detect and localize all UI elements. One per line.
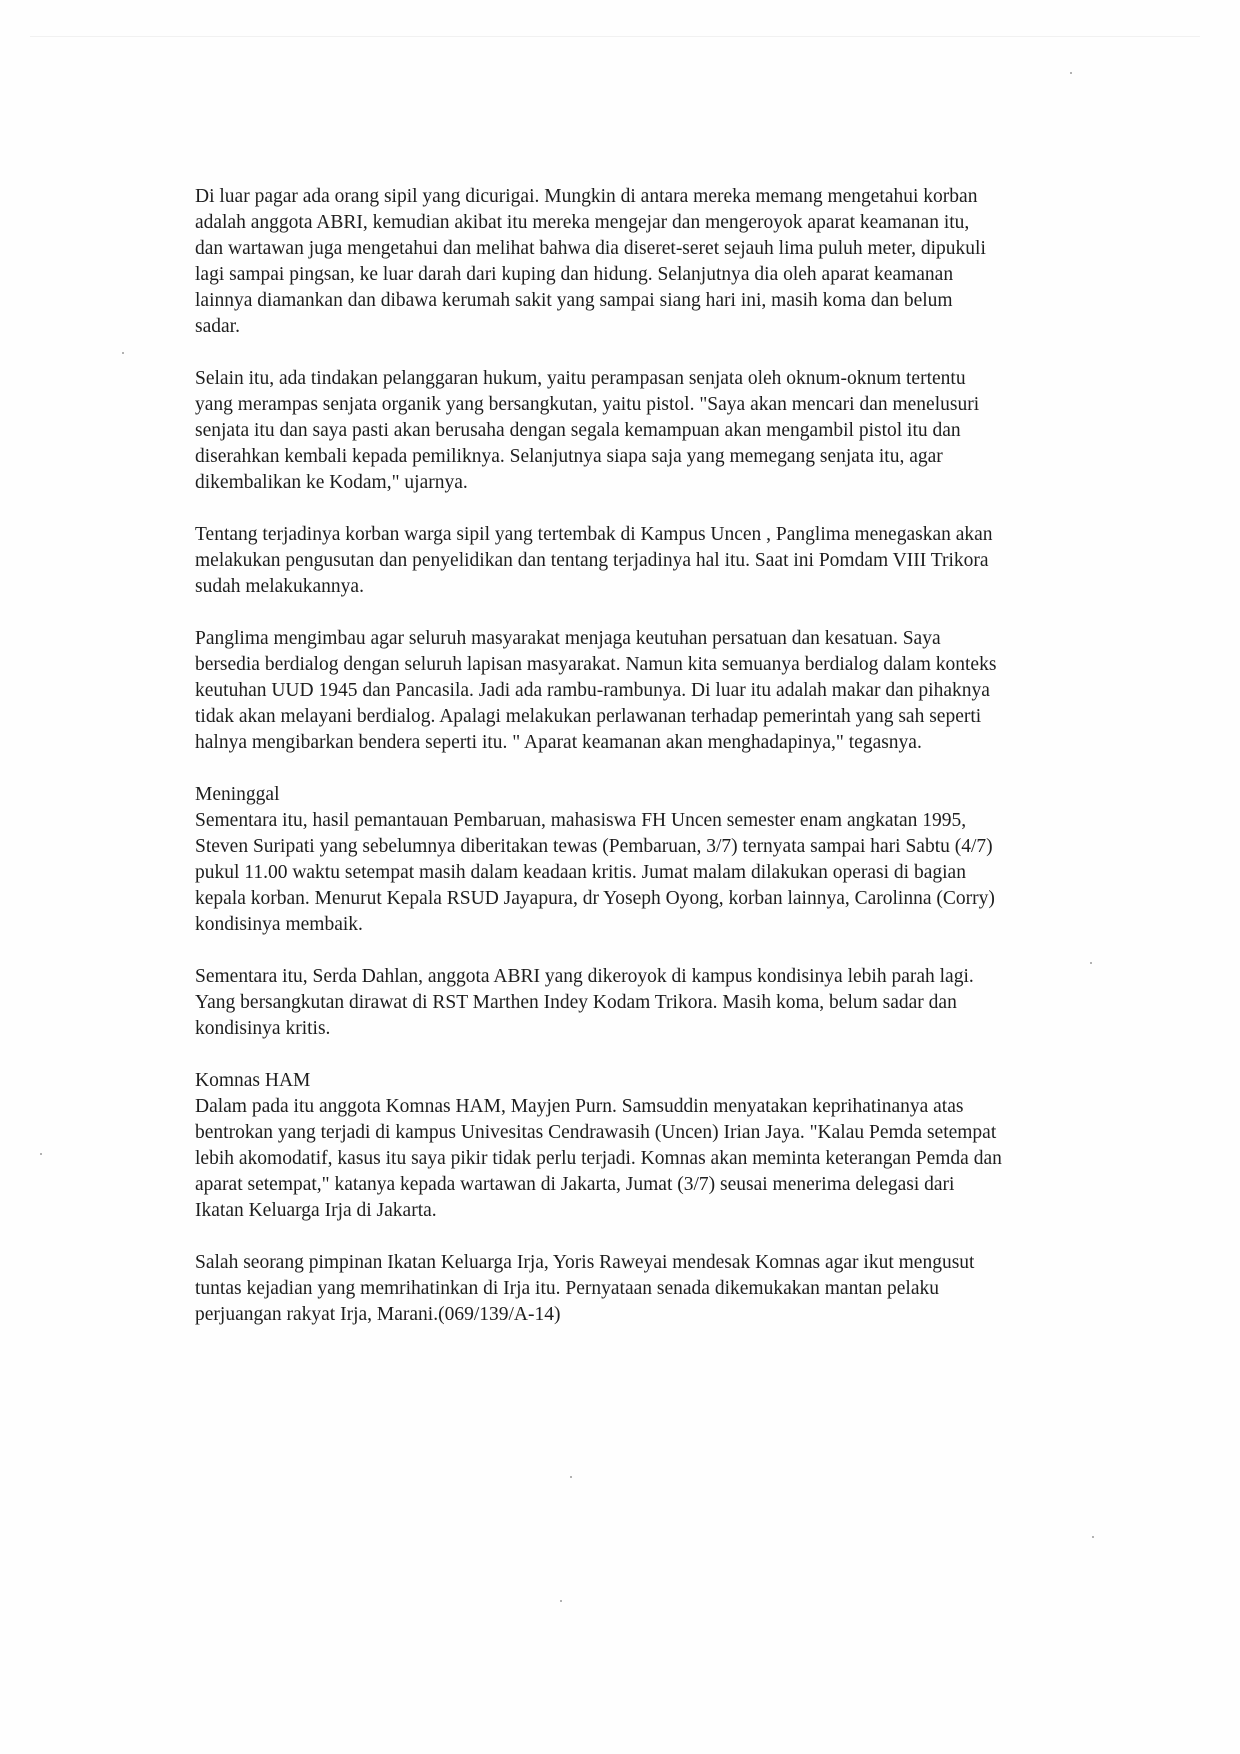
scan-speck [122, 352, 124, 354]
section-meninggal [195, 782, 1085, 938]
paragraph-komnas-statement: Dalam pada itu anggota Komnas HAM, Mayjen Purn. Samsuddin menyatakan keprihatinanya atas bentrokan yang terjadi di kampus Univesitas Cendrawasih (Uncen) Irian Jaya. "Kalau Pemda setempat lebih akomodatif, kasus itu saya pikir tidak perlu terjadi. Komnas akan meminta keterangan Pemda dan aparat setempat," katanya kepada wartawan di Jakarta, Jumat (3/7) seusai menerima delegasi dari Ikatan Keluarga Irja di Jakarta. [195, 1096, 1002, 1221]
section-komnas-ham [195, 1068, 1085, 1224]
scan-speck [1070, 72, 1072, 74]
scan-speck [560, 1600, 562, 1602]
section-heading-komnas-ham: Komnas HAM [195, 1070, 311, 1091]
paragraph-weapon-seizure: Selain itu, ada tindakan pelanggaran hukum, yaitu perampasan senjata oleh oknum-oknum tertentu yang merampas senjata organik yang bersangkutan, yaitu pistol. "Saya akan mencari dan menelusuri senjata itu dan saya pasti akan berusaha dengan segala kemampuan akan mengambil pistol itu dan diserahkan kembali kepada pemiliknya. Selanjutnya siapa saja yang memegang senjata itu, agar dikembalikan ke Kodam," ujarnya. [195, 368, 980, 493]
scan-speck [40, 1153, 42, 1155]
scan-speck [570, 1476, 572, 1478]
paragraph-investigation: Tentang terjadinya korban warga sipil yang tertembak di Kampus Uncen , Panglima menegaskan akan melakukan pengusutan dan penyelidikan dan tentang terjadinya hal itu. Saat ini Pomdam VIII Trikora sudah melakukannya. [195, 524, 993, 597]
paragraph-ikatan-keluarga: Salah seorang pimpinan Ikatan Keluarga Irja, Yoris Raweyai mendesak Komnas agar ikut mengusut tuntas kejadian yang memrihatinkan di Irja itu. Pernyataan senada dikemukakan mantan pelaku perjuangan rakyat Irja, Marani.(069/139/A-14) [195, 1252, 975, 1325]
section-heading-meninggal: Meninggal [195, 784, 280, 805]
paragraph-intro: Di luar pagar ada orang sipil yang dicurigai. Mungkin di antara mereka memang mengetahui korban adalah anggota ABRI, kemudian akibat itu mereka mengejar dan mengeroyok aparat keamanan itu, dan wartawan juga mengetahui dan melihat bahwa dia diseret-seret sejauh lima puluh meter, dipukuli lagi sampai pingsan, ke luar darah dari kuping dan hidung. Selanjutnya dia oleh aparat keamanan lainnya diamankan dan dibawa kerumah sakit yang sampai siang hari ini, masih koma dan belum sadar. [195, 186, 986, 337]
scan-speck [1090, 962, 1092, 964]
scan-edge-line [30, 36, 1200, 37]
paragraph-serda-dahlan: Sementara itu, Serda Dahlan, anggota ABRI yang dikeroyok di kampus kondisinya lebih parah lagi. Yang bersangkutan dirawat di RST Marthen Indey Kodam Trikora. Masih koma, belum sadar dan kondisinya kritis. [195, 966, 974, 1039]
paragraph-appeal: Panglima mengimbau agar seluruh masyarakat menjaga keutuhan persatuan dan kesatuan. Saya bersedia berdialog dengan seluruh lapisan masyarakat. Namun kita semuanya berdialog dalam konteks keutuhan UUD 1945 dan Pancasila. Jadi ada rambu-rambunya. Di luar itu adalah makar dan pihaknya tidak akan melayani berdialog. Apalagi melakukan perlawanan terhadap pemerintah yang sah seperti halnya mengibarkan bendera seperti itu. " Aparat keamanan akan menghadapinya," tegasnya. [195, 628, 997, 753]
paragraph-victim-status: Sementara itu, hasil pemantauan Pembaruan, mahasiswa FH Uncen semester enam angkatan 1995, Steven Suripati yang sebelumnya diberitakan tewas (Pembaruan, 3/7) ternyata sampai hari Sabtu (4/7) pukul 11.00 waktu setempat masih dalam keadaan kritis. Jumat malam dilakukan operasi di bagian kepala korban. Menurut Kepala RSUD Jayapura, dr Yoseph Oyong, korban lainnya, Carolinna (Corry) kondisinya membaik. [195, 810, 995, 935]
scan-speck [1092, 1536, 1094, 1538]
article-body [195, 184, 1085, 1354]
